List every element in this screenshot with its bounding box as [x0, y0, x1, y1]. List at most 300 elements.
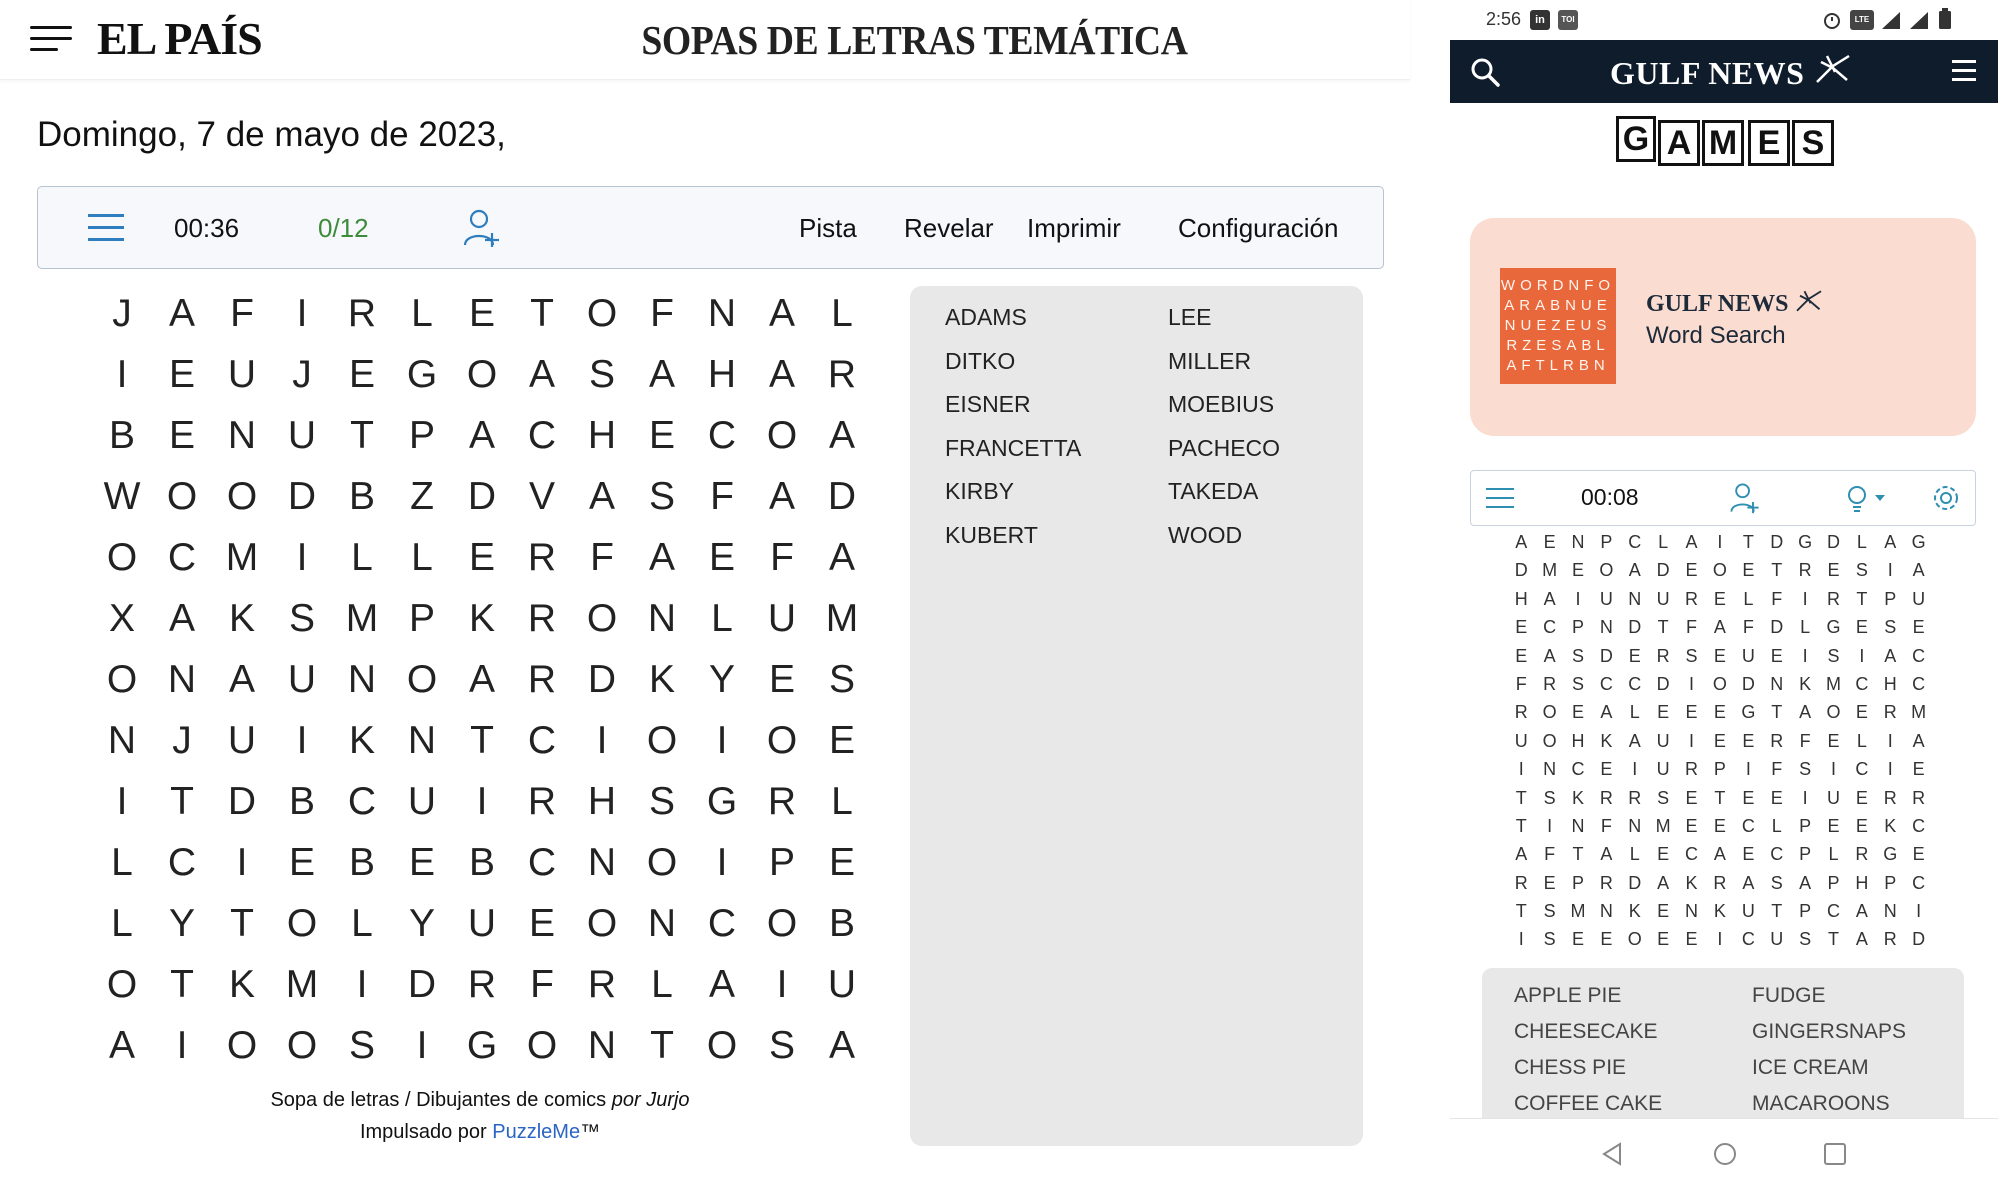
grid-cell[interactable]: D	[1628, 872, 1642, 893]
grid-cell[interactable]: C	[1912, 645, 1926, 666]
grid-cell[interactable]: L	[1856, 730, 1867, 751]
grid-cell[interactable]: B	[348, 475, 375, 518]
grid-cell[interactable]: B	[828, 902, 855, 945]
grid-cell[interactable]: D	[1770, 617, 1784, 638]
grid-cell[interactable]: C	[527, 414, 557, 457]
grid-cell[interactable]: L	[411, 536, 433, 579]
grid-cell[interactable]: H	[1855, 872, 1869, 893]
grid-cell[interactable]: E	[1571, 702, 1584, 723]
grid-cell[interactable]: E	[1713, 702, 1726, 723]
grid-cell[interactable]: A	[168, 292, 195, 335]
grid-cell[interactable]: A	[1628, 730, 1641, 751]
grid-cell[interactable]: E	[1685, 787, 1698, 808]
grid-cell[interactable]: L	[651, 963, 673, 1006]
grid-cell[interactable]: A	[1515, 844, 1528, 865]
grid-cell[interactable]: R	[1798, 560, 1812, 581]
grid-cell[interactable]: C	[1912, 673, 1926, 694]
grid-cell[interactable]: I	[1887, 730, 1893, 751]
grid-cell[interactable]: L	[1629, 702, 1640, 723]
hamburger-menu-icon[interactable]	[30, 26, 72, 52]
grid-cell[interactable]: N	[587, 1024, 617, 1067]
grid-cell[interactable]: I	[476, 780, 488, 823]
grid-cell[interactable]: F	[1799, 730, 1811, 751]
grid-cell[interactable]: J	[172, 719, 192, 762]
grid-cell[interactable]: R	[1883, 787, 1897, 808]
grid-cell[interactable]: G	[706, 780, 738, 823]
grid-cell[interactable]: O	[706, 1024, 738, 1067]
grid-cell[interactable]: E	[1713, 730, 1726, 751]
grid-cell[interactable]: D	[1656, 560, 1670, 581]
grid-cell[interactable]: T	[1771, 560, 1783, 581]
grid-cell[interactable]: E	[1713, 588, 1726, 609]
grid-cell[interactable]: K	[348, 719, 375, 762]
grid-cell[interactable]: O	[466, 353, 498, 396]
grid-cell[interactable]: D	[1741, 673, 1755, 694]
grid-cell[interactable]: A	[708, 963, 735, 1006]
grid-cell[interactable]: E	[1571, 560, 1584, 581]
grid-cell[interactable]: O	[766, 902, 798, 945]
grid-cell[interactable]: D	[1599, 645, 1613, 666]
grid-cell[interactable]: L	[1629, 844, 1640, 865]
grid-cell[interactable]: F	[1544, 844, 1556, 865]
letter-grid[interactable]	[92, 288, 872, 1081]
grid-cell[interactable]: F	[1771, 588, 1783, 609]
grid-cell[interactable]: U	[467, 902, 497, 945]
grid-cell[interactable]: E	[1912, 844, 1925, 865]
grid-cell[interactable]: I	[176, 1024, 188, 1067]
grid-cell[interactable]: U	[227, 353, 257, 396]
grid-cell[interactable]: E	[828, 719, 855, 762]
grid-cell[interactable]: V	[528, 475, 555, 518]
grid-cell[interactable]: I	[1887, 759, 1893, 780]
grid-cell[interactable]: A	[168, 597, 195, 640]
grid-cell[interactable]: L	[831, 292, 853, 335]
grid-cell[interactable]: E	[1685, 560, 1698, 581]
grid-cell[interactable]: A	[1855, 901, 1868, 922]
grid-cell[interactable]: H	[587, 780, 617, 823]
grid-cell[interactable]: P	[408, 414, 435, 457]
grid-cell[interactable]: I	[1745, 759, 1751, 780]
grid-cell[interactable]: E	[1657, 702, 1670, 723]
grid-cell[interactable]: I	[1802, 645, 1808, 666]
grid-cell[interactable]: F	[770, 536, 794, 579]
grid-cell[interactable]: N	[1599, 901, 1613, 922]
grid-cell[interactable]: L	[1743, 588, 1754, 609]
grid-cell[interactable]: O	[226, 1024, 258, 1067]
grid-cell[interactable]: N	[1628, 815, 1642, 836]
grid-cell[interactable]: I	[416, 1024, 428, 1067]
grid-cell[interactable]: K	[1571, 787, 1584, 808]
grid-cell[interactable]: A	[1912, 730, 1925, 751]
grid-cell[interactable]: R	[1855, 844, 1869, 865]
grid-cell[interactable]: G	[466, 1024, 498, 1067]
grid-cell[interactable]: L	[1771, 815, 1782, 836]
grid-cell[interactable]: R	[1883, 702, 1897, 723]
grid-cell[interactable]: B	[108, 414, 135, 457]
grid-cell[interactable]: S	[1543, 901, 1556, 922]
grid-cell[interactable]: N	[647, 902, 677, 945]
grid-cell[interactable]: T	[530, 292, 554, 335]
grid-cell[interactable]: E	[468, 536, 495, 579]
grid-cell[interactable]: C	[1741, 929, 1755, 950]
grid-cell[interactable]: K	[228, 963, 255, 1006]
grid-cell[interactable]: I	[716, 841, 728, 884]
grid-cell[interactable]: J	[292, 353, 312, 396]
grid-cell[interactable]: A	[1855, 929, 1868, 950]
grid-cell[interactable]: P	[1884, 872, 1897, 893]
grid-cell[interactable]: F	[710, 475, 734, 518]
hamburger-menu-icon[interactable]	[1952, 60, 1978, 82]
grid-cell[interactable]: E	[768, 658, 795, 701]
grid-cell[interactable]: O	[1826, 702, 1841, 723]
grid-cell[interactable]: T	[1657, 617, 1669, 638]
grid-cell[interactable]: C	[1628, 673, 1642, 694]
grid-cell[interactable]: A	[768, 475, 795, 518]
grid-cell[interactable]: I	[1717, 532, 1723, 552]
back-icon[interactable]	[1600, 1141, 1626, 1167]
grid-cell[interactable]: C	[1599, 673, 1613, 694]
grid-cell[interactable]: I	[716, 719, 728, 762]
grid-cell[interactable]: A	[648, 536, 675, 579]
grid-cell[interactable]: R	[527, 780, 557, 823]
grid-cell[interactable]: E	[528, 902, 555, 945]
grid-cell[interactable]: K	[1600, 730, 1613, 751]
grid-cell[interactable]: O	[1542, 702, 1557, 723]
grid-cell[interactable]: A	[1515, 532, 1528, 552]
grid-cell[interactable]: U	[1656, 730, 1670, 751]
grid-cell[interactable]: A	[1600, 702, 1613, 723]
grid-cell[interactable]: U	[227, 719, 257, 762]
grid-cell[interactable]: L	[111, 841, 133, 884]
grid-cell[interactable]: D	[287, 475, 317, 518]
grid-cell[interactable]: A	[1543, 588, 1556, 609]
grid-cell[interactable]: A	[528, 353, 555, 396]
grid-cell[interactable]: N	[1685, 901, 1699, 922]
grid-cell[interactable]: R	[1543, 673, 1557, 694]
grid-cell[interactable]: C	[527, 841, 557, 884]
grid-cell[interactable]: E	[168, 414, 195, 457]
grid-cell[interactable]: S	[288, 597, 315, 640]
grid-cell[interactable]: L	[411, 292, 433, 335]
grid-cell[interactable]: S	[828, 658, 855, 701]
grid-cell[interactable]: A	[588, 475, 615, 518]
grid-cell[interactable]: K	[228, 597, 255, 640]
grid-cell[interactable]: C	[167, 536, 197, 579]
grid-cell[interactable]: C	[1628, 532, 1642, 552]
grid-cell[interactable]: I	[116, 780, 128, 823]
grid-cell[interactable]: E	[708, 536, 735, 579]
grid-cell[interactable]: R	[1656, 645, 1670, 666]
grid-cell[interactable]: N	[1599, 617, 1613, 638]
grid-cell[interactable]: A	[1912, 560, 1925, 581]
grid-cell[interactable]: F	[230, 292, 254, 335]
grid-cell[interactable]: E	[1855, 617, 1868, 638]
recents-icon[interactable]	[1822, 1141, 1848, 1167]
grid-cell[interactable]: E	[468, 292, 495, 335]
grid-cell[interactable]: I	[1632, 759, 1638, 780]
grid-cell[interactable]: R	[347, 292, 377, 335]
grid-cell[interactable]: P	[1799, 901, 1812, 922]
grid-cell[interactable]: T	[1515, 815, 1527, 836]
grid-cell[interactable]: N	[227, 414, 257, 457]
grid-cell[interactable]: R	[1514, 872, 1528, 893]
grid-cell[interactable]: C	[527, 719, 557, 762]
grid-cell[interactable]: E	[1912, 759, 1925, 780]
grid-cell[interactable]: I	[1689, 673, 1695, 694]
grid-cell[interactable]: R	[1628, 787, 1642, 808]
grid-cell[interactable]: I	[1717, 929, 1723, 950]
grid-cell[interactable]: U	[1514, 730, 1528, 751]
grid-cell[interactable]: N	[167, 658, 197, 701]
grid-cell[interactable]: S	[1685, 645, 1698, 666]
grid-cell[interactable]: D	[827, 475, 857, 518]
grid-cell[interactable]: U	[1656, 588, 1670, 609]
grid-cell[interactable]: F	[1771, 759, 1783, 780]
home-icon[interactable]	[1712, 1141, 1738, 1167]
grid-cell[interactable]: C	[1855, 673, 1869, 694]
grid-cell[interactable]: F	[1515, 673, 1527, 694]
grid-cell[interactable]: O	[1542, 730, 1557, 751]
grid-cell[interactable]: A	[1713, 617, 1726, 638]
gulfnews-logo[interactable]	[1610, 52, 1853, 92]
grid-cell[interactable]: A	[228, 658, 255, 701]
grid-cell[interactable]: I	[296, 536, 308, 579]
grid-cell[interactable]: P	[1799, 844, 1812, 865]
grid-cell[interactable]: A	[1685, 532, 1698, 552]
grid-cell[interactable]: E	[168, 353, 195, 396]
grid-cell[interactable]: F	[1686, 617, 1698, 638]
grid-cell[interactable]: T	[170, 963, 194, 1006]
grid-cell[interactable]: C	[1685, 844, 1699, 865]
grid-cell[interactable]: N	[647, 597, 677, 640]
grid-cell[interactable]: C	[1770, 844, 1784, 865]
grid-cell[interactable]: F	[530, 963, 554, 1006]
grid-cell[interactable]: Y	[168, 902, 195, 945]
grid-cell[interactable]: E	[1742, 730, 1755, 751]
grid-cell[interactable]: E	[1571, 929, 1584, 950]
grid-cell[interactable]: O	[286, 1024, 318, 1067]
grid-cell[interactable]: O	[1599, 560, 1614, 581]
grid-cell[interactable]: N	[1571, 532, 1585, 552]
grid-cell[interactable]: C	[1543, 617, 1557, 638]
grid-cell[interactable]: A	[1600, 844, 1613, 865]
grid-cell[interactable]: E	[1657, 901, 1670, 922]
grid-cell[interactable]: C	[1741, 815, 1755, 836]
grid-cell[interactable]: T	[1572, 844, 1584, 865]
grid-cell[interactable]: E	[1600, 759, 1613, 780]
grid-cell[interactable]: I	[1887, 560, 1893, 581]
grid-cell[interactable]: D	[1912, 929, 1926, 950]
grid-cell[interactable]: T	[230, 902, 254, 945]
grid-cell[interactable]: R	[527, 658, 557, 701]
grid-cell[interactable]: G	[1798, 532, 1813, 552]
grid-cell[interactable]: R	[1912, 787, 1926, 808]
grid-cell[interactable]: E	[1543, 872, 1556, 893]
grid-cell[interactable]: E	[1855, 787, 1868, 808]
grid-cell[interactable]: S	[1827, 645, 1840, 666]
grid-cell[interactable]: P	[768, 841, 795, 884]
grid-cell[interactable]: A	[1799, 872, 1812, 893]
grid-cell[interactable]: M	[1655, 815, 1671, 836]
grid-cell[interactable]: O	[226, 475, 258, 518]
grid-cell[interactable]: E	[1912, 617, 1925, 638]
grid-cell[interactable]: S	[1799, 759, 1812, 780]
grid-cell[interactable]: T	[350, 414, 374, 457]
grid-cell[interactable]: S	[1884, 617, 1897, 638]
grid-cell[interactable]: S	[1799, 929, 1812, 950]
grid-cell[interactable]: U	[1826, 787, 1840, 808]
grid-cell[interactable]: K	[468, 597, 495, 640]
grid-cell[interactable]: E	[1515, 617, 1528, 638]
grid-cell[interactable]: E	[1855, 815, 1868, 836]
word-search-card[interactable]	[1470, 218, 1976, 436]
grid-cell[interactable]: R	[527, 536, 557, 579]
puzzle-menu-icon[interactable]	[1486, 487, 1514, 509]
grid-cell[interactable]: A	[108, 1024, 135, 1067]
add-user-icon[interactable]	[1729, 481, 1761, 515]
grid-cell[interactable]: E	[1770, 787, 1783, 808]
grid-cell[interactable]: S	[648, 475, 675, 518]
grid-cell[interactable]: A	[648, 353, 675, 396]
grid-cell[interactable]: I	[236, 841, 248, 884]
grid-cell[interactable]: I	[296, 719, 308, 762]
grid-cell[interactable]: O	[646, 719, 678, 762]
grid-cell[interactable]: I	[1830, 759, 1836, 780]
grid-cell[interactable]: A	[1628, 560, 1641, 581]
grid-cell[interactable]: S	[1543, 929, 1556, 950]
grid-cell[interactable]: T	[1742, 532, 1754, 552]
grid-cell[interactable]: E	[1742, 787, 1755, 808]
grid-cell[interactable]: E	[648, 414, 675, 457]
grid-cell[interactable]: R	[1770, 730, 1784, 751]
grid-cell[interactable]: A	[1543, 645, 1556, 666]
grid-cell[interactable]: D	[1770, 532, 1784, 552]
grid-cell[interactable]: A	[828, 1024, 855, 1067]
grid-cell[interactable]: L	[1658, 532, 1669, 552]
grid-cell[interactable]: A	[1799, 702, 1812, 723]
grid-cell[interactable]: G	[1911, 532, 1926, 552]
grid-cell[interactable]: D	[407, 963, 437, 1006]
grid-cell[interactable]: A	[1657, 872, 1670, 893]
grid-cell[interactable]: I	[596, 719, 608, 762]
grid-cell[interactable]: E	[1657, 929, 1670, 950]
grid-cell[interactable]: A	[468, 414, 495, 457]
grid-cell[interactable]: O	[586, 292, 618, 335]
grid-cell[interactable]: N	[107, 719, 137, 762]
grid-cell[interactable]: A	[1884, 645, 1897, 666]
grid-cell[interactable]: T	[1771, 702, 1783, 723]
grid-cell[interactable]: R	[767, 780, 797, 823]
grid-cell[interactable]: B	[468, 841, 495, 884]
grid-cell[interactable]: U	[287, 658, 317, 701]
grid-cell[interactable]: R	[1599, 787, 1613, 808]
grid-cell[interactable]: T	[1515, 901, 1527, 922]
grid-cell[interactable]: X	[108, 597, 135, 640]
grid-cell[interactable]: E	[1685, 929, 1698, 950]
grid-cell[interactable]: R	[1883, 929, 1897, 950]
print-button[interactable]: Imprimir	[1027, 213, 1121, 243]
grid-cell[interactable]: R	[527, 597, 557, 640]
grid-cell[interactable]: N	[1883, 901, 1897, 922]
grid-cell[interactable]: M	[285, 963, 319, 1006]
grid-cell[interactable]: P	[1600, 532, 1613, 552]
grid-cell[interactable]: U	[1770, 929, 1784, 950]
grid-cell[interactable]: P	[1571, 617, 1584, 638]
grid-cell[interactable]: U	[767, 597, 797, 640]
grid-cell[interactable]: R	[1514, 702, 1528, 723]
grid-cell[interactable]: F	[650, 292, 674, 335]
grid-cell[interactable]: I	[776, 963, 788, 1006]
grid-cell[interactable]: D	[1656, 673, 1670, 694]
grid-cell[interactable]: O	[286, 902, 318, 945]
grid-cell[interactable]: C	[707, 414, 737, 457]
grid-cell[interactable]: Y	[408, 902, 435, 945]
grid-cell[interactable]: U	[827, 963, 857, 1006]
grid-cell[interactable]: E	[1713, 815, 1726, 836]
grid-cell[interactable]: H	[587, 414, 617, 457]
grid-cell[interactable]: M	[825, 597, 859, 640]
grid-cell[interactable]: R	[1826, 588, 1840, 609]
grid-cell[interactable]: T	[650, 1024, 674, 1067]
grid-cell[interactable]: D	[227, 780, 257, 823]
grid-cell[interactable]: K	[1685, 872, 1698, 893]
grid-cell[interactable]: R	[1685, 588, 1699, 609]
grid-cell[interactable]: S	[1571, 645, 1584, 666]
grid-cell[interactable]: T	[470, 719, 494, 762]
grid-cell[interactable]: C	[1912, 872, 1926, 893]
grid-cell[interactable]: R	[467, 963, 497, 1006]
grid-cell[interactable]: L	[1828, 844, 1839, 865]
grid-cell[interactable]: S	[1770, 872, 1783, 893]
grid-cell[interactable]: H	[1883, 673, 1897, 694]
grid-cell[interactable]: I	[1575, 588, 1581, 609]
grid-cell[interactable]: O	[106, 536, 138, 579]
grid-cell[interactable]: F	[1600, 815, 1612, 836]
grid-cell[interactable]: C	[1912, 815, 1926, 836]
grid-cell[interactable]: R	[1685, 759, 1699, 780]
grid-cell[interactable]: T	[170, 780, 194, 823]
grid-cell[interactable]: S	[348, 1024, 375, 1067]
grid-cell[interactable]: R	[587, 963, 617, 1006]
grid-cell[interactable]: S	[1855, 560, 1868, 581]
grid-cell[interactable]: N	[407, 719, 437, 762]
reveal-button[interactable]: Revelar	[904, 213, 994, 243]
search-icon[interactable]	[1468, 55, 1502, 89]
grid-cell[interactable]: T	[1771, 901, 1783, 922]
grid-cell[interactable]: G	[1883, 844, 1898, 865]
grid-cell[interactable]: R	[1599, 872, 1613, 893]
grid-cell[interactable]: I	[1802, 787, 1808, 808]
grid-cell[interactable]: O	[406, 658, 438, 701]
grid-cell[interactable]: E	[1657, 844, 1670, 865]
grid-cell[interactable]: E	[1827, 730, 1840, 751]
grid-cell[interactable]: I	[1689, 730, 1695, 751]
grid-cell[interactable]: S	[588, 353, 615, 396]
grid-cell[interactable]: A	[828, 414, 855, 457]
puzzle-menu-icon[interactable]	[88, 214, 124, 242]
grid-cell[interactable]: U	[1599, 588, 1613, 609]
grid-cell[interactable]: Y	[708, 658, 735, 701]
grid-cell[interactable]: U	[407, 780, 437, 823]
gear-icon[interactable]	[1931, 483, 1961, 513]
grid-cell[interactable]: L	[351, 536, 373, 579]
grid-cell[interactable]: O	[106, 658, 138, 701]
grid-cell[interactable]: D	[1628, 617, 1642, 638]
grid-cell[interactable]: K	[1628, 901, 1641, 922]
grid-cell[interactable]: U	[1656, 759, 1670, 780]
grid-cell[interactable]: P	[1799, 815, 1812, 836]
grid-cell[interactable]: O	[166, 475, 198, 518]
